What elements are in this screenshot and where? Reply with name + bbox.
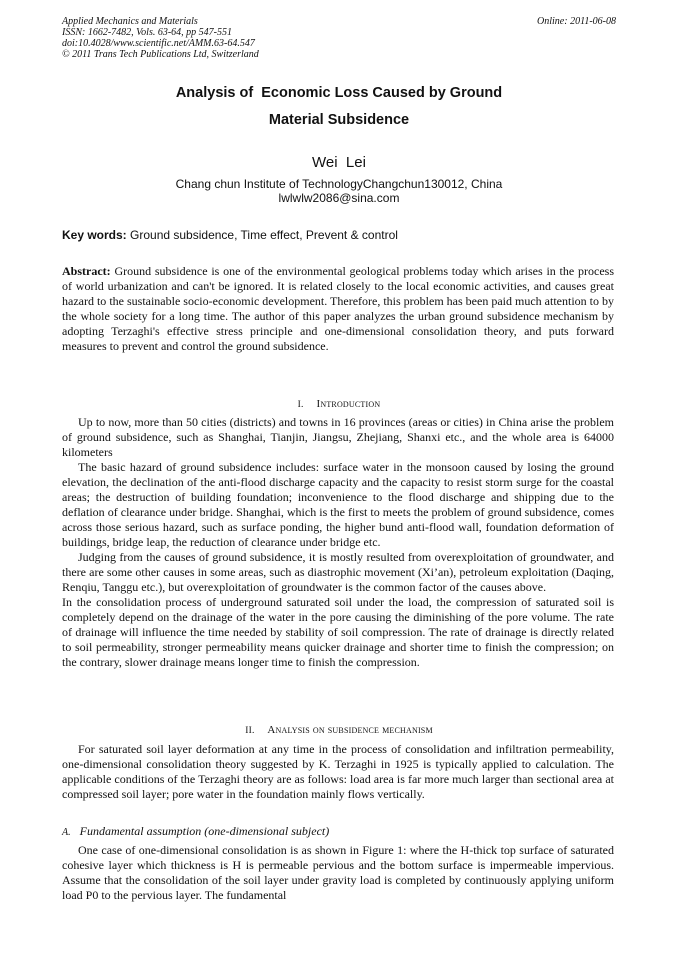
abstract-text: Ground subsidence is one of the environmental geological problems today which arises in the process of world urbanization and can't be ignored. It is related closely to the local economic activities, and causes great hazard to the sustainable socio-economic development. Therefore, this problem has been paid much attention to by the whole society for a long time. The author of this paper analyzes the urban ground subsidence mechanism by adopting Terzaghi's effective stress principle and one-dimensional consolidation theory, and puts forward measures to prevent and control the ground subsidence. (62, 264, 617, 353)
author-email: lwlwlw2086@sina.com (278, 191, 400, 205)
subsection-title: Fundamental assumption (one-dimensional subject) (79, 824, 330, 838)
subsection-letter: A. (62, 827, 71, 838)
subsection-a-body (62, 843, 614, 903)
abstract-label: Abstract: (62, 264, 111, 278)
keywords-text: Ground subsidence, Time effect, Prevent & control (126, 228, 398, 242)
title-line-1: Analysis of Economic Loss Caused by Ground (175, 85, 503, 101)
doi-line: doi:10.4028/www.scientific.net/AMM.63-64.547 (62, 38, 255, 49)
intro-paragraph-1: Up to now, more than 50 cities (districts) and towns in 16 provinces (areas or cities) in China arise the problem of ground subsidence, such as Shanghai, Tianjin, Jiangsu, Zhejiang, Shanxi etc., and the whole area is 64000 kilometers (62, 415, 614, 459)
section-1-title: Introduction (316, 398, 381, 410)
intro-paragraph-3: Judging from the causes of ground subsidence, it is mostly resulted from overexploitation of groundwater, and there are some other causes in some areas, such as diastrophic movement (Xi’an), petroleum exploitation (Daqing, Renqiu, Tanggu etc.), but overexploitation of groundwater is the common factor of the causes above. (62, 550, 614, 594)
affiliation-line: Chang chun Institute of TechnologyChangchun130012, China (175, 177, 503, 191)
abstract (62, 264, 617, 354)
paper-title (0, 80, 678, 134)
mechanism-paragraph-1: For saturated soil layer deformation at any time in the process of consolidation and infiltration permeability, one-dimensional consolidation theory suggested by K. Terzaghi in 1925 is typically applied to calculation. The applicable conditions of the Terzaghi theory are as follows: load area is far more much larger than sectional area at compressed soil layer; pore water in the foundation mainly flows vertically. (62, 742, 614, 801)
keywords-label: Key words: (62, 228, 127, 242)
section-1-number: I. (297, 400, 304, 410)
author-name: Wei Lei (312, 154, 366, 171)
journal-name: Applied Mechanics and Materials (62, 16, 198, 27)
online-date: Online: 2011-06-08 (537, 16, 616, 27)
intro-paragraph-4: In the consolidation process of underground saturated soil under the load, the compression of saturated soil is completely depend on the drainage of the water in the pore causing the diminishing of the pore volume. The rate of drainage will influence the time needed by stability of soil compression. The rate of drainage is directly related to soil permeability, stronger permeability means quicker drainage and shorter time to finish the compression; on the contrary, slower drainage means longer time to finish the compression. (62, 595, 614, 669)
section-2-body (62, 742, 614, 802)
section-1-heading (0, 398, 678, 410)
intro-paragraph-2: The basic hazard of ground subsidence includes: surface water in the monsoon caused by losing the ground elevation, the declination of the anti-flood discharge capacity and the capacity to resist storm surge for the coastal areas; the destruction of building foundation; inconvenience to the flood discharge and shipping due to the deflation of clearance under bridge. Shanghai, which is the first to meets the problem of ground subsidence, comes across those serious hazard, such as surface ponding, the higher bund anti-flood wall, foundation deformation of buildings, bridge leap, the reduction of clearance under bridge etc. (62, 460, 614, 549)
subsection-a-heading (62, 824, 329, 839)
keywords (62, 228, 398, 242)
section-1-body (62, 415, 614, 670)
author-affiliation (0, 177, 678, 205)
section-2-heading (0, 724, 678, 736)
copyright-line: © 2011 Trans Tech Publications Ltd, Switzerland (62, 49, 259, 60)
section-2-number: II. (245, 726, 255, 736)
journal-header (62, 16, 259, 60)
assumption-paragraph: One case of one-dimensional consolidation is as shown in Figure 1: where the H-thick top surface of saturated cohesive layer which thickness is H is permeable pervious and the bottom surface is impermeable impervious. Assume that the consolidation of the soil layer under gravity load is completed by continuously applying uniform load P0 to the pervious layer. The fundamental (62, 843, 614, 902)
issn-line: ISSN: 1662-7482, Vols. 63-64, pp 547-551 (62, 27, 232, 38)
title-line-2: Material Subsidence (268, 112, 410, 128)
section-2-title: Analysis on subsidence mechanism (267, 724, 433, 736)
